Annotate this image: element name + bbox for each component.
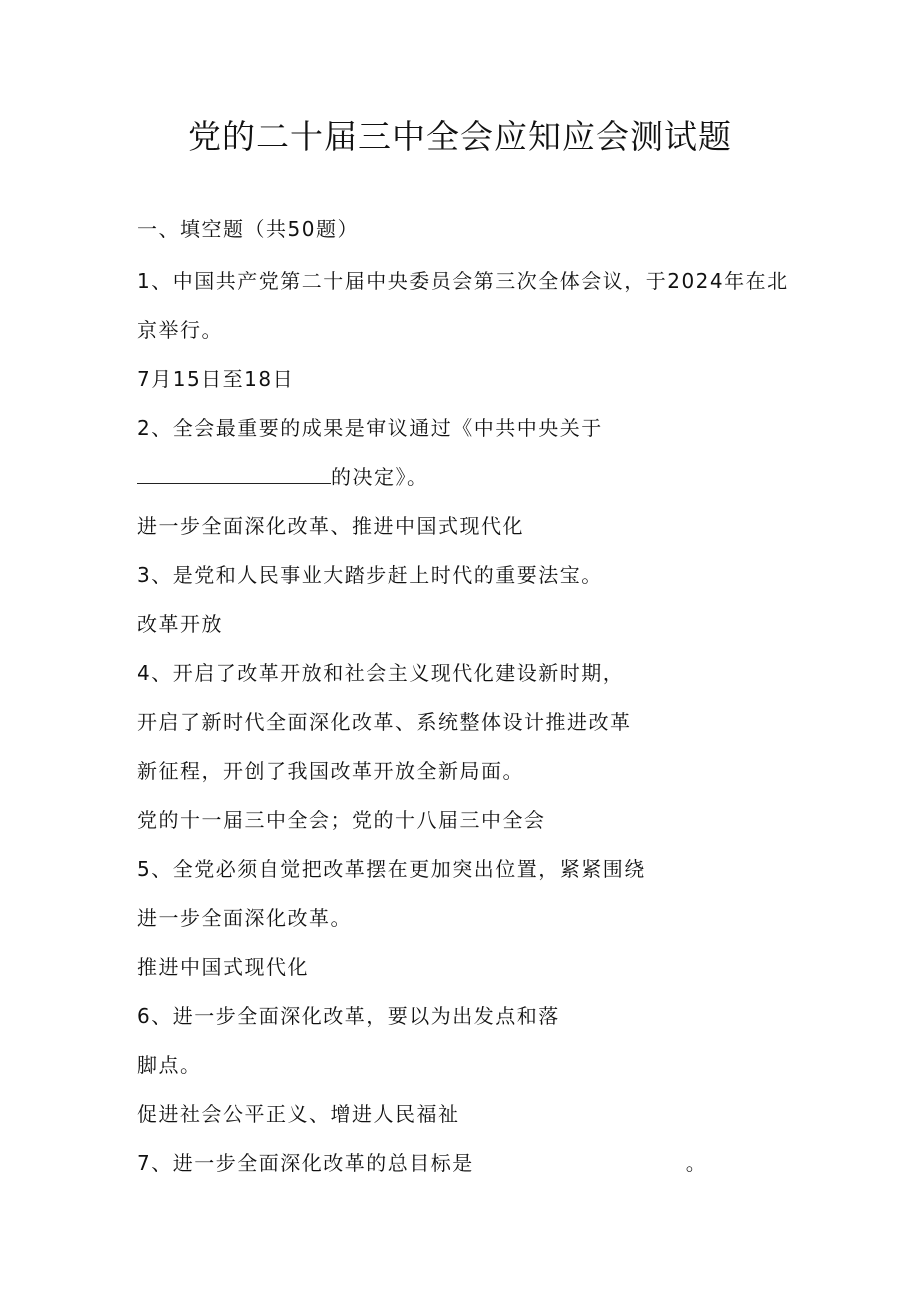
question-5-line-2: 进一步全面深化改革。 — [137, 906, 352, 930]
question-2-line-2 — [137, 462, 429, 492]
question-7-text: 7、进一步全面深化改革的总目标是 — [137, 1151, 474, 1175]
question-4-answer: 党的十一届三中全会；党的十八届三中全会 — [137, 808, 546, 832]
question-3-answer: 改革开放 — [137, 612, 223, 636]
question-5-line-1: 5、全党必须自觉把改革摆在更加突出位置，紧紧围绕 — [137, 857, 646, 881]
fill-in-blank — [137, 463, 331, 484]
section-heading: 一、填空题（共50题） — [137, 217, 359, 241]
question-7-line-1 — [137, 1148, 707, 1178]
document-title: 党的二十届三中全会应知应会测试题 — [188, 117, 732, 156]
question-1-answer: 7月15日至18日 — [137, 367, 295, 391]
question-2-answer: 进一步全面深化改革、推进中国式现代化 — [137, 514, 524, 538]
question-6-line-2: 脚点。 — [137, 1053, 202, 1077]
question-6-answer: 促进社会公平正义、增进人民福祉 — [137, 1102, 460, 1126]
question-1-line-1: 1、中国共产党第二十届中央委员会第三次全体会议，于2024年在北 — [137, 269, 789, 293]
question-6-line-1: 6、进一步全面深化改革，要以为出发点和落 — [137, 1004, 560, 1028]
question-1-line-2: 京举行。 — [137, 318, 223, 342]
question-4-line-1: 4、开启了改革开放和社会主义现代化建设新时期， — [137, 661, 625, 685]
question-2-line-1: 2、全会最重要的成果是审议通过《中共中央关于 — [137, 416, 603, 440]
question-4-line-3: 新征程，开创了我国改革开放全新局面。 — [137, 759, 524, 783]
question-3-line-1: 3、是党和人民事业大踏步赶上时代的重要法宝。 — [137, 563, 603, 587]
question-7-tail: 。 — [685, 1151, 708, 1175]
question-2-blank-suffix: 的决定》。 — [331, 465, 429, 489]
question-5-answer: 推进中国式现代化 — [137, 955, 309, 979]
question-4-line-2: 开启了新时代全面深化改革、系统整体设计推进改革 — [137, 710, 632, 734]
